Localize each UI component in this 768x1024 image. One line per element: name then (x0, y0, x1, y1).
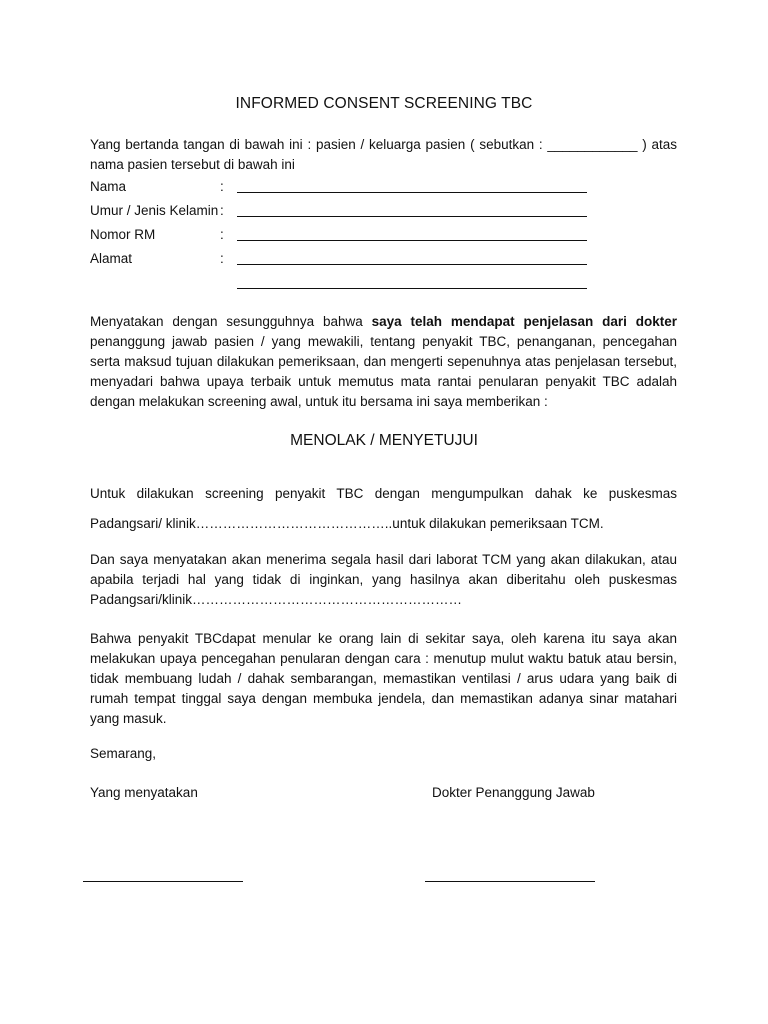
signer-left-label: Yang menyatakan (90, 785, 198, 800)
declaration-text-after: penanggung jawab pasien / yang mewakili, tentang penyakit TBC, penanganan, pencegahan serta maksud tujuan dilakukan pemeriksaan, dan mengerti sepenuhnya atas penjelasan tersebut, menyadari bahwa upaya terbaik untuk memutus mata rantai penularan penyakit TBC adalah dengan melakukan screening awal, untuk itu bersama ini saya memberikan : (90, 334, 677, 409)
declaration-text-before: Menyatakan dengan sesungguhnya bahwa (90, 314, 372, 329)
field-label-nomor-rm: Nomor RM (90, 227, 156, 242)
field-label-umur-jenis-kelamin: Umur / Jenis Kelamin (90, 203, 219, 218)
umur-jenis-kelamin-input-line[interactable] (237, 216, 587, 217)
alamat-input-line[interactable] (237, 264, 587, 265)
signature-line-doctor[interactable] (425, 881, 595, 882)
place-label: Semarang, (90, 746, 157, 761)
field-colon: : (220, 203, 224, 218)
field-label-alamat: Alamat (90, 251, 133, 266)
consent-choice-heading: MENOLAK / MENYETUJUI (290, 432, 478, 449)
alamat-input-line-2[interactable] (237, 288, 587, 289)
signer-right-label: Dokter Penanggung Jawab (432, 785, 595, 800)
signature-line-patient[interactable] (83, 881, 243, 882)
screening-paragraph: Untuk dilakukan screening penyakit TBC dengan mengumpulkan dahak ke puskesmas Padangsari/ klinik……………………………………..untuk dilakukan pemeriksaan TCM. (90, 486, 677, 531)
prevention-paragraph: Bahwa penyakit TBCdapat menular ke orang lain di sekitar saya, oleh karena itu saya akan melakukan upaya pencegahan penularan dengan cara : menutup mulut waktu batuk atau bersin, tidak membuang ludah / dahak sembarangan, memastikan ventilasi / arus udara yang baik di rumah tempat tinggal saya dengan membuka jendela, dan memastikan adanya sinar matahari yang masuk. (90, 631, 677, 726)
declaration-text-bold: saya telah mendapat penjelasan dari dokter (371, 314, 678, 329)
result-acceptance-paragraph: Dan saya menyatakan akan menerima segala hasil dari laborat TCM yang akan dilakukan, atau apabila terjadi hal yang tidak di inginkan, yang hasilnya akan diberitahu oleh puskesmas Padangsari/klinik…………………………………………………… (90, 552, 677, 607)
field-colon: : (220, 227, 224, 242)
intro-paragraph: Yang bertanda tangan di bawah ini : pasien / keluarga pasien ( sebutkan : ____________ ) atas nama pasien tersebut di bawah ini (90, 137, 677, 172)
document-title: INFORMED CONSENT SCREENING TBC (235, 95, 533, 112)
nomor-rm-input-line[interactable] (237, 240, 587, 241)
nama-input-line[interactable] (237, 192, 587, 193)
declaration-paragraph (90, 312, 677, 412)
field-colon: : (220, 179, 224, 194)
field-colon: : (220, 251, 224, 266)
field-label-nama: Nama (90, 179, 127, 194)
